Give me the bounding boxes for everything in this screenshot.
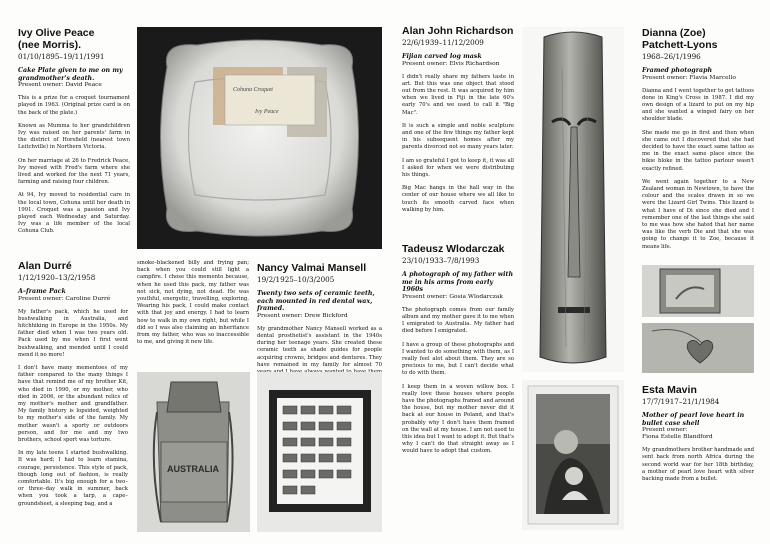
framed-photograph-image xyxy=(642,265,754,317)
esta-name: Esta Mavin xyxy=(642,384,697,396)
ivy-owner: Present owner: David Peace xyxy=(18,82,102,89)
ivy-para-2: Known as Mumma to her grandchildren Ivy was raised on her parents' farm in the district of Horsfield (nearest town Leitchville) in Northern Victoria. xyxy=(18,122,130,151)
teeth-frame-photo xyxy=(257,372,382,532)
nancy-owner: Present owner: Drew Bickford xyxy=(257,312,348,319)
alan-durre-col2 xyxy=(137,260,249,346)
alan-durre-para-1: My father's pack, which he used for bushwalking in Australia, and hitchhiking in Europe in the 1950s. My father died when I was two years old. Pack used by me when I first went bushwalking, and mended until I could mend it no more! xyxy=(18,308,128,358)
dianna-name-line2: Patchett-Lyons xyxy=(642,39,718,51)
framed-photograph-photo xyxy=(642,265,754,317)
alan-durre-entry xyxy=(18,260,128,508)
tadeusz-name: Tadeusz Wlodarczak xyxy=(402,243,505,255)
heart-pendant-image xyxy=(642,323,754,373)
alan-richardson-item-title: Fijian carved log mask xyxy=(402,53,482,60)
alan-richardson-para-4: Big Mac hangs in the hall way in the center of our house where we all like to touch its smooth carved face when walking by him. xyxy=(402,185,514,213)
father-photograph xyxy=(522,380,624,530)
alan-durre-item-title: A–frame Pack xyxy=(18,288,66,295)
tadeusz-para-1: The photograph comes from our family album and my mother gave it to me when I emigrated to Australia. My father had died before I emigrated. xyxy=(402,306,515,335)
ivy-dates: 01/10/1895–19/11/1991 xyxy=(18,52,105,61)
alan-richardson-para-1: I didn't really share my fathers taste in art. But this was one object that stood out from the rest. It was acquired by him when we lived in Fiji in the late 60's early 70's and we used to call it "Big Mac". xyxy=(402,73,514,116)
dianna-entry xyxy=(642,27,754,251)
ivy-name-line1: Ivy Olive Peace xyxy=(18,27,95,39)
dianna-para-1: Dianna and I went together to get tattoos done in King's Cross in 1987. I did my own design of a lizard to put on my hip and she wanted a winged fairy on her shoulder blade. xyxy=(642,87,754,123)
alan-richardson-name: Alan John Richardson xyxy=(402,25,514,37)
pack-image xyxy=(137,372,250,532)
alan-durre-dates: 1/12/1920–13/2/1958 xyxy=(18,273,96,282)
dianna-name-line1: Dianna (Zoe) xyxy=(642,27,706,39)
svg-text:Ivy Peace: Ivy Peace xyxy=(255,109,279,115)
dianna-para-3: We went again together to a New Zealand woman in Newtown, to have the colour and the scales drawn in so we were the Lizard Girl Twins. This lizard is what I have of Di since she died and I remember one of the last things she said to me was how she hated that her name was like the verb Die and that she was going to change it to Zoe, because it means life. xyxy=(642,178,754,250)
ivy-entry xyxy=(18,27,130,236)
esta-owner-name: Fiona Estelle Blandford xyxy=(642,434,713,441)
esta-para: My grandmothers brother handmade and sent back from north Africa during the second world war for her 18th birthday, a mother of pearl love heart with silver backing made from a bullet. xyxy=(642,447,754,482)
nancy-item-title: Twenty two sets of ceramic teeth, each mounted in red dental wax, framed. xyxy=(257,290,375,313)
father-photo-image xyxy=(522,380,624,530)
tadeusz-para-2: I have a group of these photographs and I wanted to do something with them, as I really feel alot about them. They are so precious to me, but I can't decide what to do with them. xyxy=(402,341,514,377)
cake-plate-photo xyxy=(137,27,382,249)
tadeusz-dates: 23/10/1933–7/8/1993 xyxy=(402,256,480,265)
alan-richardson-para-2: It is such a simple and noble sculpture and one of the few things my father kept in his subsequent homes after my parents divorced not so many years later. xyxy=(402,122,514,151)
ivy-para-3: On her marriage at 26 to Fredrick Peace, Ivy moved with Fred's farm where she lived and worked for the next 71 years, farming and raising four children. xyxy=(18,157,130,186)
esta-owner-label: Present owner: xyxy=(642,427,688,434)
alan-richardson-owner: Present owner: Elvis Richardson xyxy=(402,60,500,67)
heart-pendant-photo xyxy=(642,323,754,373)
dianna-item-title: Framed photograph xyxy=(642,67,713,74)
alan-durre-para-2: I don't have many mementoes of my father compared to the many things I have that remind me of my brother Kit, who died in 1990, or my mother, who died in 2006, or the abundant relics of my mother's mother and grandfather. My family history is lopsided, weighted to my mother's side of the family. My mother wasn't a sporty or outdoors person, and for me and my two brothers, school sport was torture. xyxy=(18,365,128,444)
tadeusz-owner: Present owner: Gosia Wlodarczak xyxy=(402,293,503,300)
alan-richardson-para-3: I am so grateful I got to keep it, it was all I asked for when we were distributing his things. xyxy=(402,157,514,179)
alan-richardson-entry xyxy=(402,25,514,214)
dianna-owner: Present owner: Flavia Marcello xyxy=(642,74,736,81)
mask-photo xyxy=(522,27,624,372)
pack-label-text: AUSTRALIA xyxy=(167,464,219,474)
teeth-frame-image xyxy=(257,372,382,532)
pack-photo xyxy=(137,372,250,532)
alan-durre-para-3: In my late teens I started bushwalking. It was hard; I had to learn stamina, courage, persistence. This style of pack, though long out of fashion, is really comfortable. It's big enough for a two– or three–day walk in summer, back when you took a tarp, a cape–groundsheet, a sleeping bag, and a xyxy=(18,450,128,507)
dianna-para-2: She made me go in first and then when she came out I discovered that she had decided to have the exact same tattoo as me in the exact same place since the bikie bloke in the tattoo parlour wasn't exactly refined. xyxy=(642,129,754,172)
nancy-para: My grandmother Nancy Mansell worked as a dental prosthetist's assistant in the 1940s during her teenage years. She created these ceramic teeth as shade guides for people acquiring crowns, bridges and dentures. They have remained in my family for almost 70 xyxy=(257,325,382,368)
alan-durre-para-4: smoke–blackened billy and frying pan; back when you could still light a campfire. I chose this memento because, when he used this pack, my father was not sick, not dying, not dead. He was youthful, energetic, travelling, exploring. Wearing his pack, I could make contact with that joy and energy. I had to learn how to walk in my own right, but while I did so I was also claiming an inheritance from my father, who was so inaccessible to me, and giving it new life. xyxy=(137,260,249,346)
alan-durre-owner: Present owner: Caroline Durré xyxy=(18,295,111,302)
plate-card-text: Cohuna Croquet xyxy=(233,87,273,93)
nancy-entry xyxy=(257,262,382,383)
alan-durre-name: Alan Durré xyxy=(18,260,72,272)
nancy-dates: 19/2/1925–10/3/2005 xyxy=(257,275,335,284)
tadeusz-para-3: I keep them in a woven willow box. I really love these houses where people have the photographs framed and around the house, but my mother never did it back at our house in Poland, and that's probably why I don't have them framed on the wall at my house. I am not used to this idea but I want to adopt it. But that's why I can't do that straight away as I would have to adopt that custom. xyxy=(402,383,514,455)
ivy-para-4: At 94, Ivy moved to residential care in the local town, Cohuna until her death in 1991. Croquet was a passion and Ivy played each Wednesday and Saturday. Ivy was a life member of the local Cohuna Club. xyxy=(18,192,130,235)
ivy-item-title: Cake Plate given to me on my grandmother's death. xyxy=(18,67,123,82)
mask-image xyxy=(522,27,624,372)
ivy-para-1: This is a prize for a croquet tournament played in 1963. (Original prize card is on the back of the plate.) xyxy=(18,95,130,116)
tadeusz-item-title: A photograph of my father with me in his arms from early 1960s xyxy=(402,271,514,294)
esta-dates: 17/7/1917–21/1/1984 xyxy=(642,397,720,406)
esta-item-title: Mother of pearl love heart in bullet case shell xyxy=(642,412,745,427)
dianna-dates: 1968–26/1/1996 xyxy=(642,52,701,61)
nancy-name: Nancy Valmai Mansell xyxy=(257,262,367,274)
ivy-name-line2: (nee Morris). xyxy=(18,39,82,51)
cake-plate-image xyxy=(137,27,382,249)
tadeusz-entry xyxy=(402,243,514,456)
esta-entry xyxy=(642,384,754,483)
alan-richardson-dates: 22/6/1939–11/12/2009 xyxy=(402,38,484,47)
